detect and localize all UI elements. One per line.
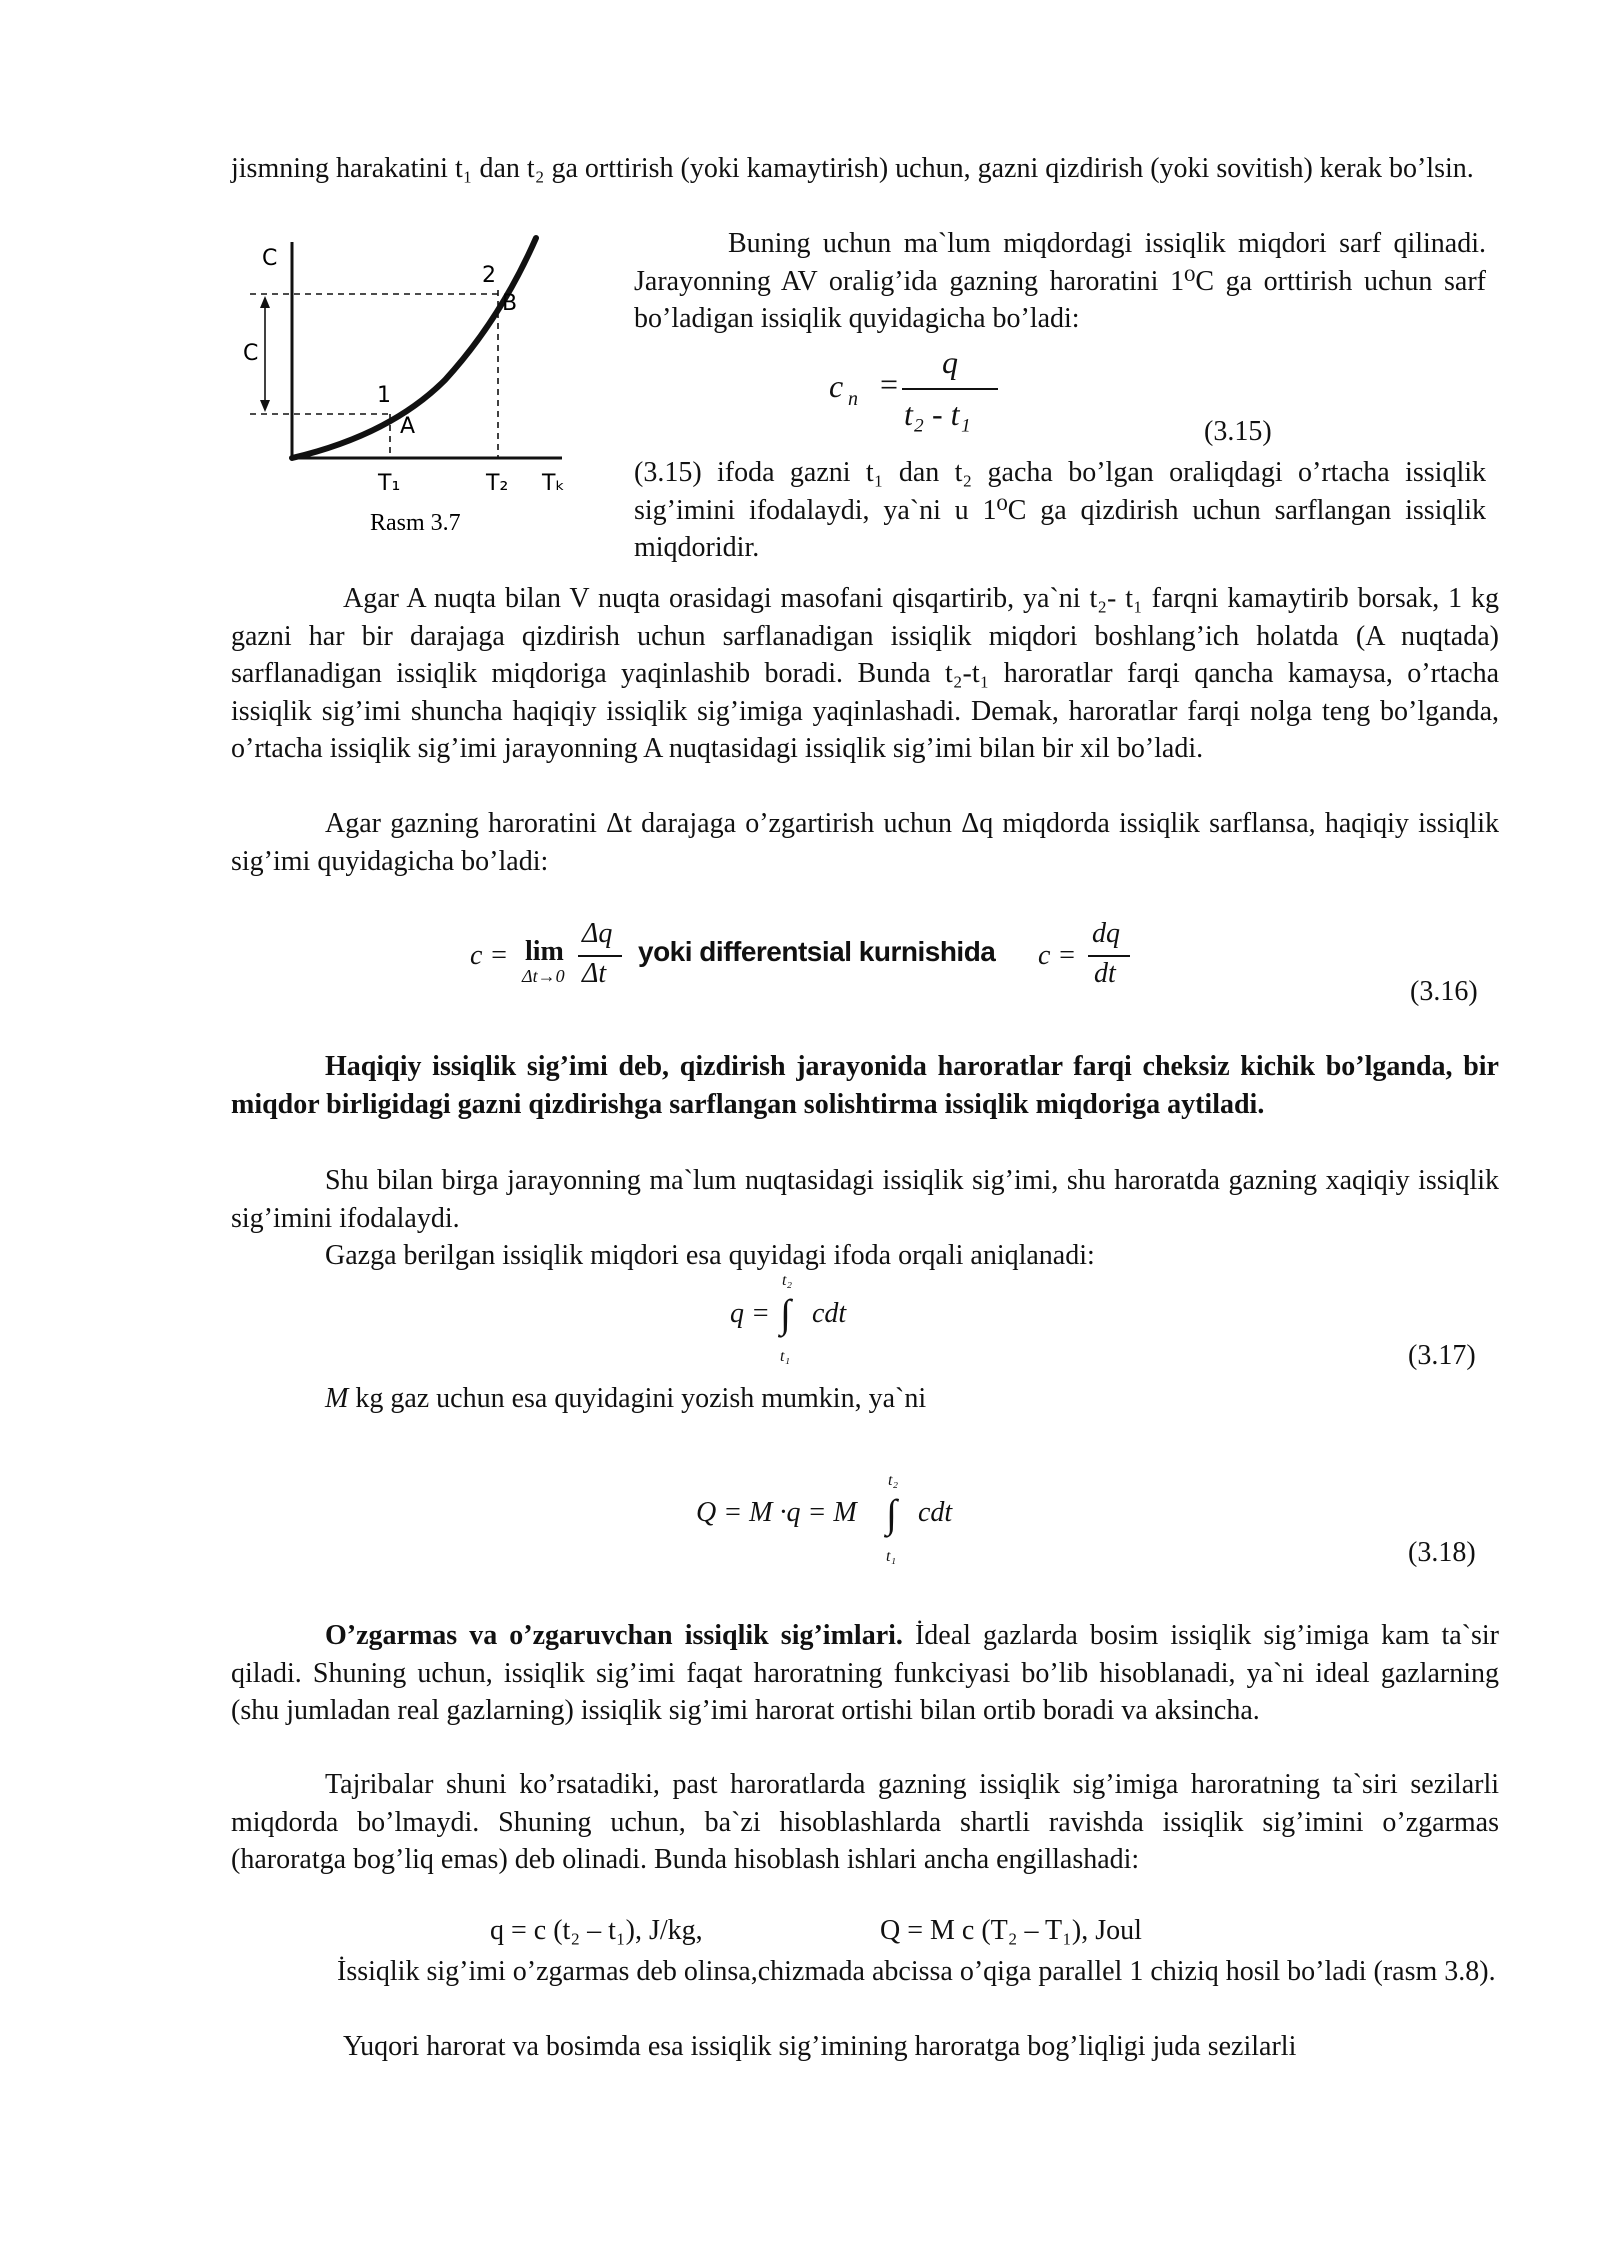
eq315-lhs-sub: n xyxy=(848,388,858,410)
eq315-fraction-bar xyxy=(902,388,998,390)
integral-icon-2: ∫ xyxy=(886,1491,897,1536)
formula-left: q = c (t₂ – t₁), J/kg, xyxy=(490,1915,703,1946)
paragraph-7-text: kg gaz uchun esa quyidagini yozish mumkin, ya`ni xyxy=(348,1383,927,1414)
paragraph-11: Yuqori harorat va bosimda esa issiqlik sig’imining haroratga bog’liqligi juda sezilarli xyxy=(343,2031,1297,2062)
eq316-den1: Δt xyxy=(582,958,607,989)
section-heading: O’zgarmas va o’zgaruvchan issiqlik sig’imlari. xyxy=(325,1620,903,1651)
figure-caption: Rasm 3.7 xyxy=(370,510,461,536)
eq316-bar2 xyxy=(1088,955,1130,957)
paragraph-7 xyxy=(231,1380,1499,1418)
eq315-lhs: c xyxy=(829,368,844,404)
eq318-body: cdt xyxy=(918,1497,953,1528)
eq315-denominator: t₂ - t₁ xyxy=(904,396,971,432)
side-paragraph-2: (3.15) ifoda gazni t₁ dan t₂ gacha bo’lgan oraliqdagi o’rtacha issiqlik sig’imini ifodalaydi, ya`ni u 1⁰C ga qizdirish uchun sarflangan issiqlik miqdoridir. xyxy=(634,457,1486,563)
eq318-upper: t₂ xyxy=(888,1472,899,1489)
definition-paragraph: Haqiqiy issiqlik sig’imi deb, qizdirish jarayonida haroratlar farqi cheksiz kichik bo’lganda, bir miqdor birligidagi gazni qizdirishga sarflangan solishtirma issiqlik miqdoriga aytiladi. xyxy=(231,1051,1499,1120)
tick-label-t1: T₁ xyxy=(378,471,401,496)
eq317-lower: t₁ xyxy=(780,1348,791,1365)
paragraph-10: İssiqlik sig’imi o’zgarmas deb olinsa,chizmada abcissa o’qiga parallel 1 chiziq hosil bo’ladi (rasm 3.8). xyxy=(337,1956,1496,1987)
eq318-lower: t₁ xyxy=(886,1548,897,1565)
figure-diagram xyxy=(240,230,580,550)
paragraph-9: Tajribalar shuni ko’rsatadiki, past haroratlarda gazning issiqlik sig’imiga haroratning ta`siri sezilarli miqdorda bo’lmaydi. Shuning uchun, ba`zi hisoblashlarda shartli ravishda issiqlik sig’imini o’zgarmas (haroratga bog’liq emas) deb olinadi. Bunda hisoblash ishlari ancha engillashadi: xyxy=(231,1769,1499,1875)
tick-label-tk: Tₖ xyxy=(542,471,565,496)
paragraph-2: Agar A nuqta bilan V nuqta orasidagi masofani qisqartirib, ya`ni t₂- t₁ farqni kamaytirib borsak, 1 kg gazni har bir darajaga qizdirish uchun sarflanadigan issiqlik miqdori boshlang’ich holatda (A nuqtada) sarflanadigan issiqlik miqdoriga yaqinlashib boradi. Bunda t₂-t₁ haroratlar farqi qancha kamaysa, o’rtacha issiqlik sig’imi shuncha haqiqiy issiqlik sig’imiga yaqinlashadi. Demak, haroratlar farqi nolga teng bo’lganda, o’rtacha issiqlik sig’imi jarayonning A nuqtasidagi issiqlik sig’imi bilan bir xil bo’ladi. xyxy=(231,583,1499,764)
paragraph-3: Agar gazning haroratini Δt darajaga o’zgartirish uchun Δq miqdorda issiqlik sarflansa, haqiqiy issiqlik sig’imi quyidagicha bo’ladi: xyxy=(231,808,1499,877)
mass-symbol: M xyxy=(325,1383,349,1414)
eq315-numerator: q xyxy=(942,344,958,380)
eq315-equals: = xyxy=(880,366,899,402)
paragraph-intro: jismning harakatini t₁ dan t₂ ga orttirish (yoki kamaytirish) uchun, gazni qizdirish (yoki sovitish) kerak bo’lsin. xyxy=(231,153,1474,184)
eq315-number: (3.15) xyxy=(1204,416,1272,447)
eq317-body: cdt xyxy=(812,1298,847,1329)
paragraph-6: Gazga berilgan issiqlik miqdori esa quyidagi ifoda orqali aniqlanadi: xyxy=(325,1240,1095,1271)
eq318-number: (3.18) xyxy=(1408,1537,1476,1568)
paragraph-8-text: İdeal gazlarda bosim issiqlik sig’imiga kam ta`sir qiladi. Shuning uchun, issiqlik sig’imi faqat haroratning funkciyasi bo’lib hisoblanadi, ya`ni ideal gazlarning (shu jumladan real gazlarning) issiqlik sig’imi harorat ortishi bilan ortib boradi va aksincha. xyxy=(231,1620,1499,1726)
eq318-lhs: Q = M ·q = M xyxy=(696,1497,857,1528)
eq316-number: (3.16) xyxy=(1410,976,1478,1007)
eq316-num2: dq xyxy=(1092,918,1120,949)
eq316-lim: lim xyxy=(525,936,564,967)
label-point-b: B xyxy=(502,291,518,316)
formula-right: Q = M c (T₂ – T₁), Joul xyxy=(880,1915,1142,1946)
side-paragraph-1: Buning uchun ma`lum miqdordagi issiqlik miqdori sarf qilinadi. Jarayonning AV oralig’ida gazning haroratini 1⁰C ga orttirish uchun sarf bo’ladigan issiqlik quyidagicha bo’ladi: xyxy=(634,228,1486,334)
eq316-lim-sub: Δt→0 xyxy=(522,966,565,986)
eq316-c: c = xyxy=(470,940,509,971)
eq317-upper: t₂ xyxy=(782,1272,793,1289)
eq316-den2: dt xyxy=(1094,958,1116,989)
eq317-lhs: q = xyxy=(730,1298,770,1329)
paragraph-5: Shu bilan birga jarayonning ma`lum nuqtasidagi issiqlik sig’imi, shu haroratda gazning xaqiqiy issiqlik sig’imini ifodalaydi. xyxy=(231,1165,1499,1234)
eq317-number: (3.17) xyxy=(1408,1340,1476,1371)
axis-label-c: C xyxy=(262,246,278,271)
label-point-a: A xyxy=(400,414,416,439)
eq316-text: yoki differentsial kurnishida xyxy=(638,936,996,967)
arrow-up-icon xyxy=(260,296,270,308)
figure-3-7 xyxy=(240,230,580,550)
label-point-2: 2 xyxy=(482,263,496,288)
arrow-down-icon xyxy=(260,400,270,412)
label-point-1: 1 xyxy=(377,383,391,408)
integral-icon: ∫ xyxy=(780,1291,791,1336)
eq316-bar1 xyxy=(578,955,622,957)
tick-label-t2: T₂ xyxy=(486,471,509,496)
label-c-mid: C xyxy=(243,341,259,366)
eq316-c2: c = xyxy=(1038,940,1077,971)
paragraph-8 xyxy=(231,1617,1499,1730)
eq316-num1: Δq xyxy=(582,918,613,949)
